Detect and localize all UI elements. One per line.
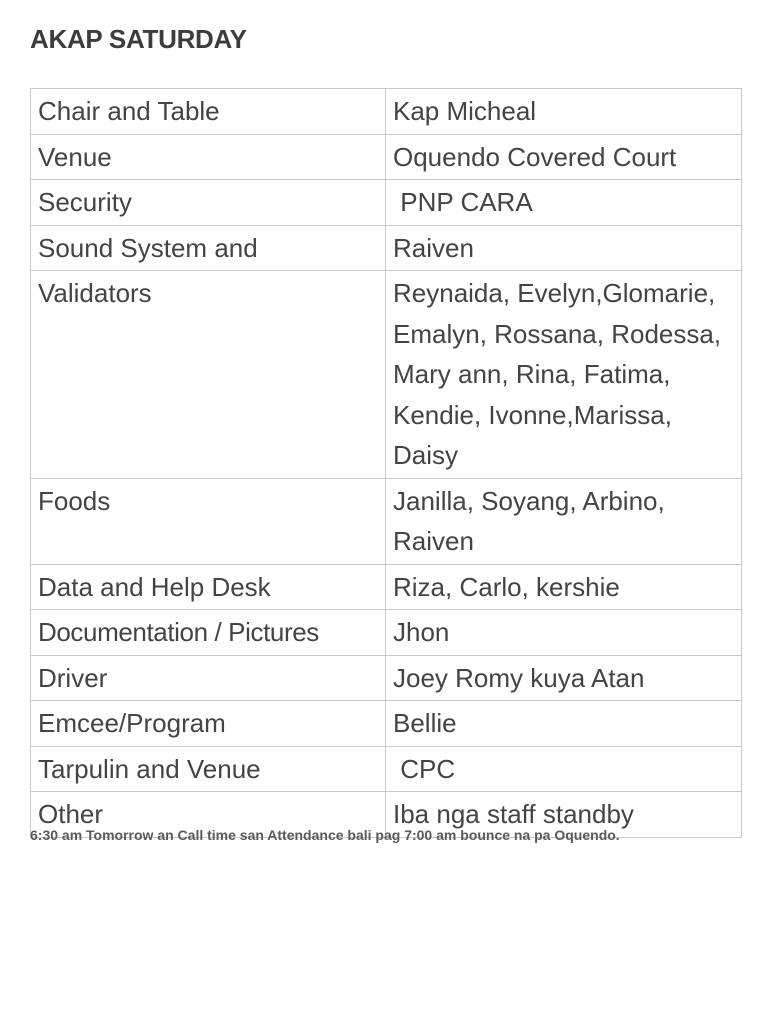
role-cell: Tarpulin and Venue <box>31 746 386 792</box>
assignee-cell: CPC <box>386 746 742 792</box>
assignee-cell: Oquendo Covered Court <box>386 134 742 180</box>
assignee-cell: PNP CARA <box>386 180 742 226</box>
table-row <box>31 655 742 701</box>
role-cell: Documentation / Pictures <box>31 610 386 656</box>
table-row <box>31 180 742 226</box>
role-cell: Chair and Table <box>31 89 386 135</box>
table-row <box>31 271 742 479</box>
role-cell: Foods <box>31 478 386 564</box>
table-row <box>31 701 742 747</box>
role-cell: Security <box>31 180 386 226</box>
assignee-cell: Bellie <box>386 701 742 747</box>
assignee-cell: Joey Romy kuya Atan <box>386 655 742 701</box>
table-row <box>31 564 742 610</box>
assignee-cell: Riza, Carlo, kershie <box>386 564 742 610</box>
table-row <box>31 89 742 135</box>
footnote: 6:30 am Tomorrow an Call time san Attendance bali pag 7:00 am bounce na pa Oquendo. <box>30 827 620 843</box>
role-cell: Validators <box>31 271 386 479</box>
assignee-cell: Kap Micheal <box>386 89 742 135</box>
page-title: AKAP SATURDAY <box>30 24 247 54</box>
role-cell: Driver <box>31 655 386 701</box>
table-row <box>31 478 742 564</box>
assignment-table <box>30 88 742 838</box>
table-row <box>31 225 742 271</box>
table-row <box>31 746 742 792</box>
assignee-cell: Iba nga staff standby <box>386 792 742 838</box>
assignee-cell: Janilla, Soyang, Arbino, Raiven <box>386 478 742 564</box>
role-cell: Sound System and <box>31 225 386 271</box>
role-cell: Other <box>31 792 386 838</box>
table-row <box>31 610 742 656</box>
role-cell: Data and Help Desk <box>31 564 386 610</box>
assignee-cell: Jhon <box>386 610 742 656</box>
assignee-cell: Reynaida, Evelyn,Glomarie, Emalyn, Rossana, Rodessa, Mary ann, Rina, Fatima, Kendie, Ivonne,Marissa, Daisy <box>386 271 742 479</box>
role-cell: Emcee/Program <box>31 701 386 747</box>
role-cell: Venue <box>31 134 386 180</box>
table-row <box>31 134 742 180</box>
assignee-cell: Raiven <box>386 225 742 271</box>
